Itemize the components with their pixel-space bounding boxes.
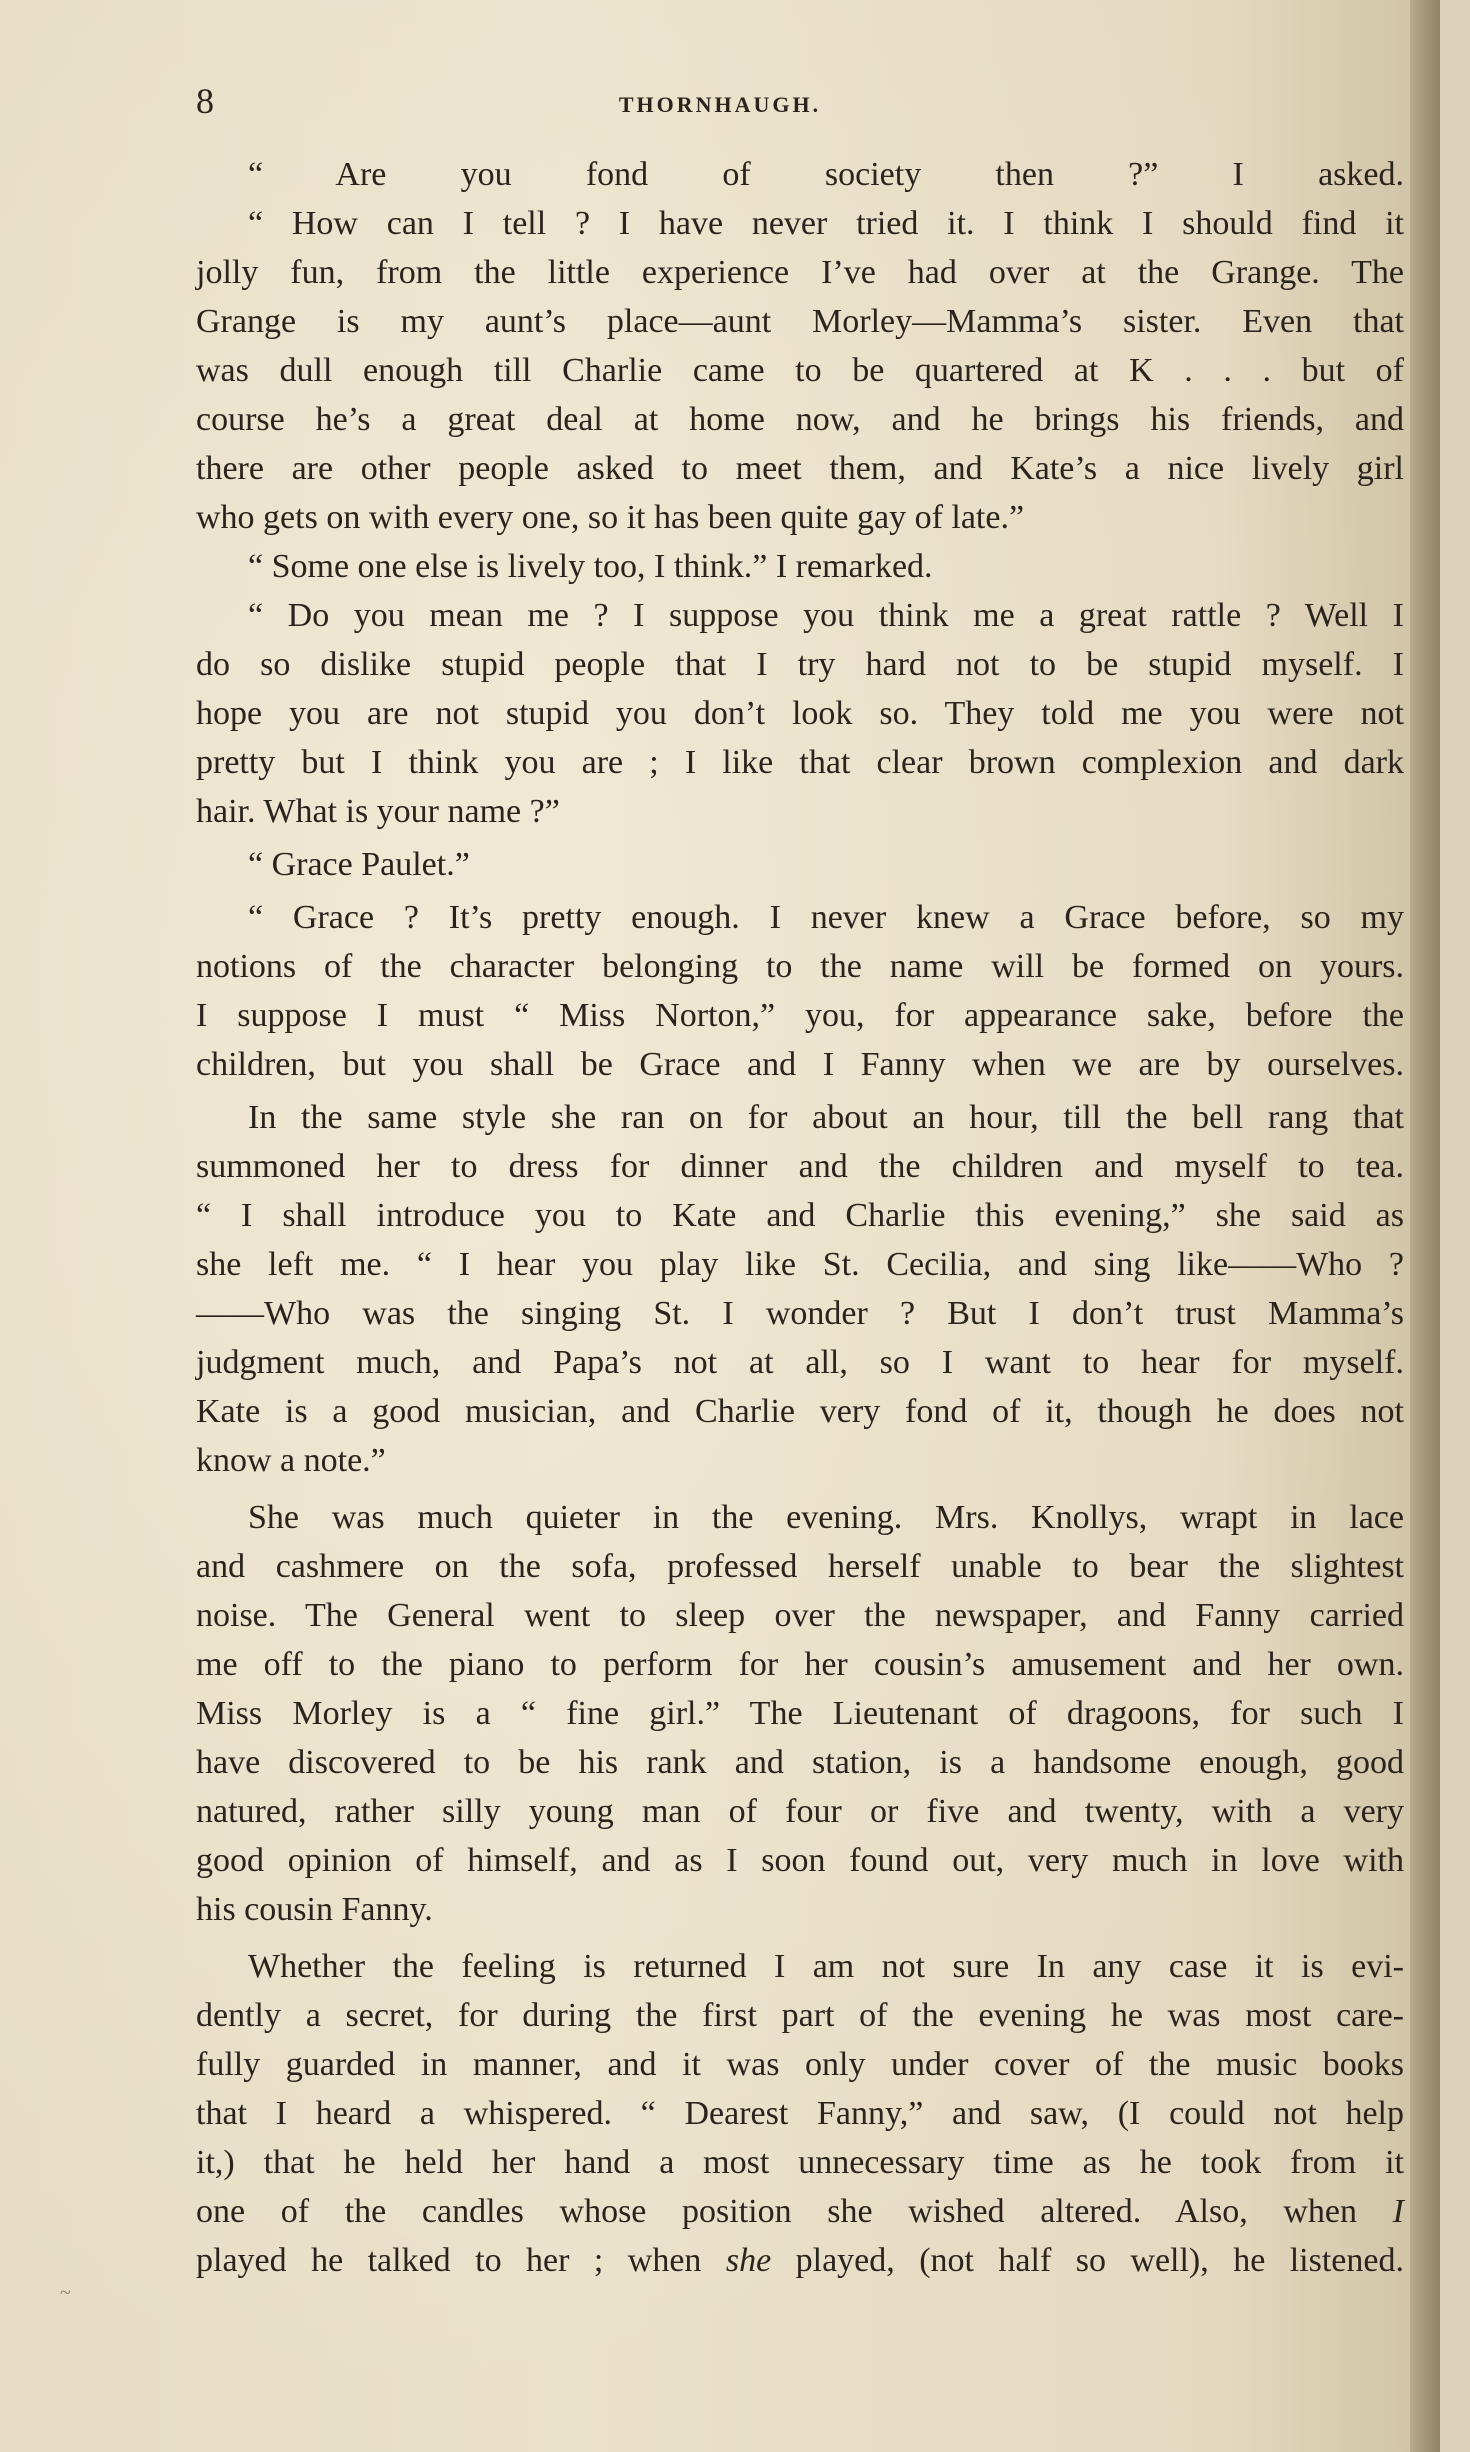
text-line: she left me. “ I hear you play like St. Cecilia, and sing like——Who ? — [196, 1246, 1404, 1283]
text-segment: played, (not half so well), he listened. — [771, 2242, 1404, 2279]
text-line: good opinion of himself, and as I soon found out, very much in love with — [196, 1842, 1404, 1879]
running-head: THORNHAUGH. — [618, 92, 822, 117]
text-line: his cousin Fanny. — [196, 1891, 433, 1928]
text-line: In the same style she ran on for about an hour, till the bell rang that — [248, 1099, 1404, 1136]
text-line: “ I shall introduce you to Kate and Charlie this evening,” she said as — [196, 1197, 1404, 1234]
text-line: natured, rather silly young man of four or five and twenty, with a very — [196, 1793, 1404, 1830]
body-text — [196, 150, 1404, 2285]
text-line: children, but you shall be Grace and I Fanny when we are by ourselves. — [196, 1046, 1404, 1083]
text-line: Miss Morley is a “ fine girl.” The Lieutenant of dragoons, for such I — [196, 1695, 1404, 1732]
text-line: “ Do you mean me ? I suppose you think me a great rattle ? Well I — [248, 597, 1404, 634]
text-line: there are other people asked to meet them, and Kate’s a nice lively girl — [196, 450, 1404, 487]
text-line: Kate is a good musician, and Charlie very fond of it, though he does not — [196, 1393, 1404, 1430]
text-line: jolly fun, from the little experience I’ve had over at the Grange. The — [196, 254, 1404, 291]
page-number: 8 — [196, 81, 214, 121]
text-line: who gets on with every one, so it has been quite gay of late.” — [196, 499, 1025, 536]
text-line: Whether the feeling is returned I am not sure In any case it is evi- — [248, 1948, 1404, 1985]
text-line: ——Who was the singing St. I wonder ? But I don’t trust Mamma’s — [196, 1295, 1404, 1332]
text-line: know a note.” — [196, 1442, 386, 1479]
margin-smudge: ~ — [60, 2282, 71, 2304]
italic-word: I — [1392, 2193, 1404, 2230]
text-line: summoned her to dress for dinner and the children and myself to tea. — [196, 1148, 1404, 1185]
text-line: hope you are not stupid you don’t look so. They told me you were not — [196, 695, 1404, 732]
text-line: judgment much, and Papa’s not at all, so I want to hear for myself. — [196, 1344, 1404, 1381]
text-line: it,) that he held her hand a most unnecessary time as he took from it — [196, 2144, 1404, 2181]
text-line: noise. The General went to sleep over the newspaper, and Fanny carried — [196, 1597, 1404, 1634]
text-line: course he’s a great deal at home now, and he brings his friends, and — [196, 401, 1404, 438]
text-line: and cashmere on the sofa, professed herself unable to bear the slightest — [196, 1548, 1404, 1585]
text-line: that I heard a whispered. “ Dearest Fanny,” and saw, (I could not help — [196, 2095, 1404, 2132]
text-line: I suppose I must “ Miss Norton,” you, for appearance sake, before the — [196, 997, 1404, 1034]
text-line: pretty but I think you are ; I like that clear brown complexion and dark — [196, 744, 1404, 781]
page-edge-shadow — [1410, 0, 1440, 2452]
text-line: “ Grace ? It’s pretty enough. I never knew a Grace before, so my — [248, 899, 1404, 936]
text-line: “ Grace Paulet.” — [248, 846, 470, 883]
text-segment: played he talked to her ; when — [196, 2242, 726, 2279]
text-line: was dull enough till Charlie came to be quartered at K . . . but of — [196, 352, 1404, 389]
text-line: fully guarded in manner, and it was only under cover of the music books — [196, 2046, 1404, 2083]
text-line: “ How can I tell ? I have never tried it. I think I should find it — [248, 205, 1404, 242]
text-line — [196, 2187, 1404, 2236]
text-line: have discovered to be his rank and station, is a handsome enough, good — [196, 1744, 1404, 1781]
text-line: “ Are you fond of society then ?” I asked. — [248, 156, 1404, 193]
text-line: me off to the piano to perform for her cousin’s amusement and her own. — [196, 1646, 1404, 1683]
text-line: hair. What is your name ?” — [196, 793, 560, 830]
text-line: She was much quieter in the evening. Mrs. Knollys, wrapt in lace — [248, 1499, 1404, 1536]
text-line: “ Some one else is lively too, I think.” I remarked. — [248, 548, 933, 585]
text-line: notions of the character belonging to the name will be formed on yours. — [196, 948, 1404, 985]
text-line: do so dislike stupid people that I try hard not to be stupid myself. I — [196, 646, 1404, 683]
text-line — [196, 2236, 1404, 2285]
text-segment: one of the candles whose position she wished altered. Also, when — [196, 2193, 1393, 2230]
text-line: dently a secret, for during the first part of the evening he was most care- — [196, 1997, 1404, 2034]
italic-word: she — [725, 2242, 772, 2279]
text-line: Grange is my aunt’s place—aunt Morley—Mamma’s sister. Even that — [196, 303, 1404, 340]
